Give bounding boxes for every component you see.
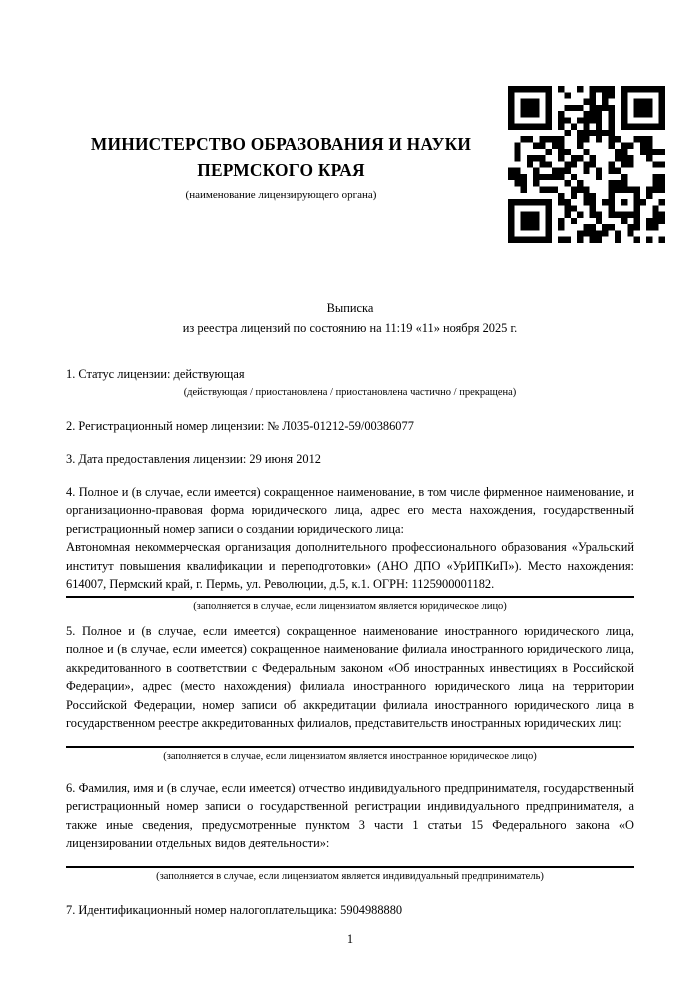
item-6-fill-rule — [66, 866, 634, 868]
item-2-registration-number: 2. Регистрационный номер лицензии: № Л035-01212-59/00386077 — [66, 418, 414, 433]
page-number: 1 — [346, 932, 354, 946]
item-6-entrepreneur-label: 6. Фамилия, имя и (в случае, если имеется) отчество индивидуального предпринимателя, государственный регистрационный номер записи о государственной регистрации индивидуального предпринимателя, а также иные сведения, предусмотренные пунктом 3 части 1 статьи 15 Федерального закона «О лицензировании отдельных видов деятельности»: — [66, 780, 634, 850]
item-4-caption: (заполняется в случае, если лицензиатом является юридическое лицо) — [193, 600, 507, 612]
document-body — [0, 365, 700, 919]
letterhead — [66, 0, 496, 202]
document-subtitle: из реестра лицензий по состоянию на 11:19 «11» ноября 2025 г. — [182, 321, 518, 335]
document-title-block — [0, 298, 700, 338]
item-4-legal-entity-value: Автономная некоммерческая организация дополнительного профессионального образования «Уральский институт повышения квалификации и переподготовки» (АНО ДПО «УрИПКиП»). Место нахождения: 614007, Пермский край, г. Пермь, ул. Революции, д.5, к.1. ОГРН: 1125900001182. — [66, 540, 634, 591]
item-5-foreign-entity-label: 5. Полное и (в случае, если имеется) сокращенное наименование иностранного юридического лица, полное и (в случае, если имеется) сокращенное наименование филиала иностранного юридического лица, аккредитованного в соответствии с Федеральным законом «Об иностранных инвестициях в Российской Федерации», адрес (место нахождения) филиала иностранного юридического лица на территории Российской Федерации, номер записи об аккредитации филиала иностранного юридического лица в государственном реестре аккредитованных филиалов, представительств иностранных юридических лиц: — [66, 623, 634, 730]
item-5-caption: (заполняется в случае, если лицензиатом является иностранное юридическое лицо) — [163, 750, 537, 762]
item-1-license-status: 1. Статус лицензии: действующая — [66, 367, 245, 381]
item-7-taxpayer-number: 7. Идентификационный номер налогоплательщика: 5904988880 — [66, 902, 403, 917]
qr-code-icon — [508, 86, 665, 243]
item-4-legal-entity-label: 4. Полное и (в случае, если имеется) сокращенное наименование, в том числе фирменное наименование, и организационно-правовая форма юридического лица, адрес его места нахождения, государственный регистрационный номер записи о создании юридического лица: — [66, 484, 634, 536]
item-5-fill-rule — [66, 746, 634, 748]
item-1-status-options-caption: (действующая / приостановлена / приостановлена частично / прекращена) — [183, 386, 517, 398]
item-6-empty-fill-line — [66, 853, 634, 864]
item-5-empty-fill-line — [66, 733, 634, 744]
item-3-grant-date: 3. Дата предоставления лицензии: 29 июня 2012 — [66, 451, 322, 466]
licensing-authority-caption: (наименование лицензирующего органа) — [185, 189, 377, 201]
item-4-fill-rule — [66, 596, 634, 598]
ministry-name-line-2: ПЕРМСКОГО КРАЯ — [197, 160, 365, 180]
ministry-name-line-1: МИНИСТЕРСТВО ОБРАЗОВАНИЯ И НАУКИ — [90, 134, 472, 154]
document-title: Выписка — [326, 301, 374, 315]
item-6-caption: (заполняется в случае, если лицензиатом является индивидуальный предприниматель) — [156, 870, 544, 882]
